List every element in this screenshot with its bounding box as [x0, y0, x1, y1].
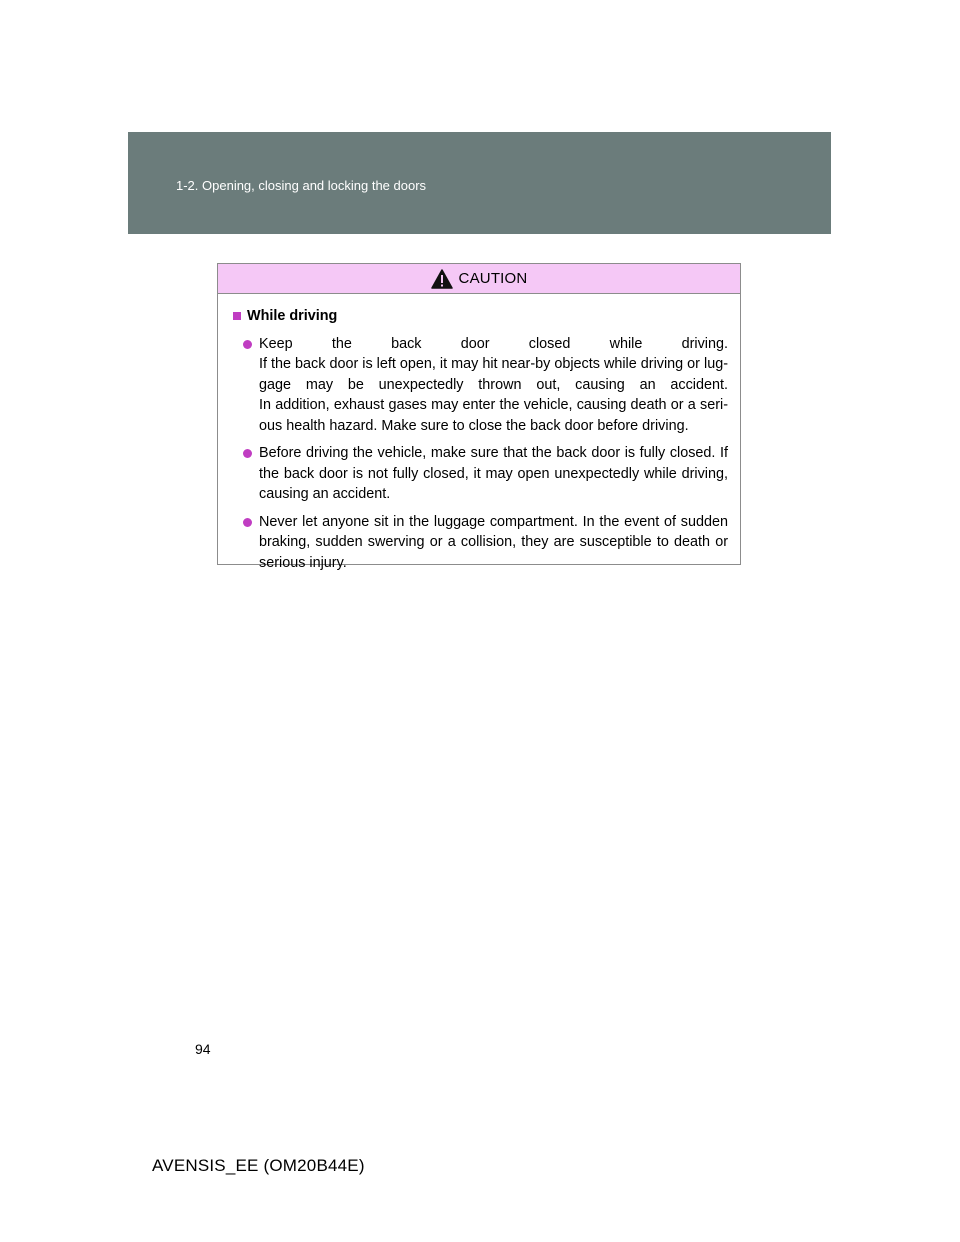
manual-id: AVENSIS_EE (OM20B44E)	[152, 1156, 365, 1175]
warning-icon	[431, 269, 453, 289]
caution-box	[217, 263, 741, 571]
caution-text-line: serious injury.	[259, 554, 347, 571]
caution-item	[230, 334, 728, 437]
circle-bullet-icon	[243, 518, 252, 527]
caution-body	[218, 294, 740, 573]
caution-header	[218, 264, 740, 294]
caution-text-line: Before driving the vehicle, make sure that the back door is fully closed. If	[259, 445, 728, 461]
circle-bullet-icon	[243, 449, 252, 458]
caution-item	[230, 512, 728, 574]
caution-label: CAUTION	[458, 270, 528, 287]
page-number: 94	[195, 1041, 211, 1057]
caution-text-line: braking, sudden swerving or a collision, they are susceptible to death or	[259, 534, 728, 550]
caution-text-line: In addition, exhaust gases may enter the vehicle, causing death or a seri-	[259, 397, 728, 413]
caution-text-line: ous health hazard. Make sure to close the back door before driving.	[259, 417, 689, 434]
header-band	[128, 132, 831, 234]
caution-item	[230, 443, 728, 505]
caution-text-line: causing an accident.	[259, 486, 391, 502]
caution-section-heading	[230, 306, 728, 327]
caution-text-line: Keep the back door closed while driving.	[259, 335, 728, 352]
caution-text-line: Never let anyone sit in the luggage compartment. In the event of sudden	[259, 513, 728, 530]
caution-section-heading-text: While driving	[247, 308, 338, 324]
caution-text-line: gage may be unexpectedly thrown out, causing an accident.	[259, 376, 728, 393]
section-title: 1-2. Opening, closing and locking the doors	[176, 178, 427, 193]
caution-text-line: If the back door is left open, it may hit near-by objects while driving or lug-	[259, 356, 728, 372]
square-bullet-icon	[233, 312, 241, 320]
circle-bullet-icon	[243, 340, 252, 349]
caution-text-line: the back door is not fully closed, it may open unexpectedly while driving,	[259, 465, 728, 482]
